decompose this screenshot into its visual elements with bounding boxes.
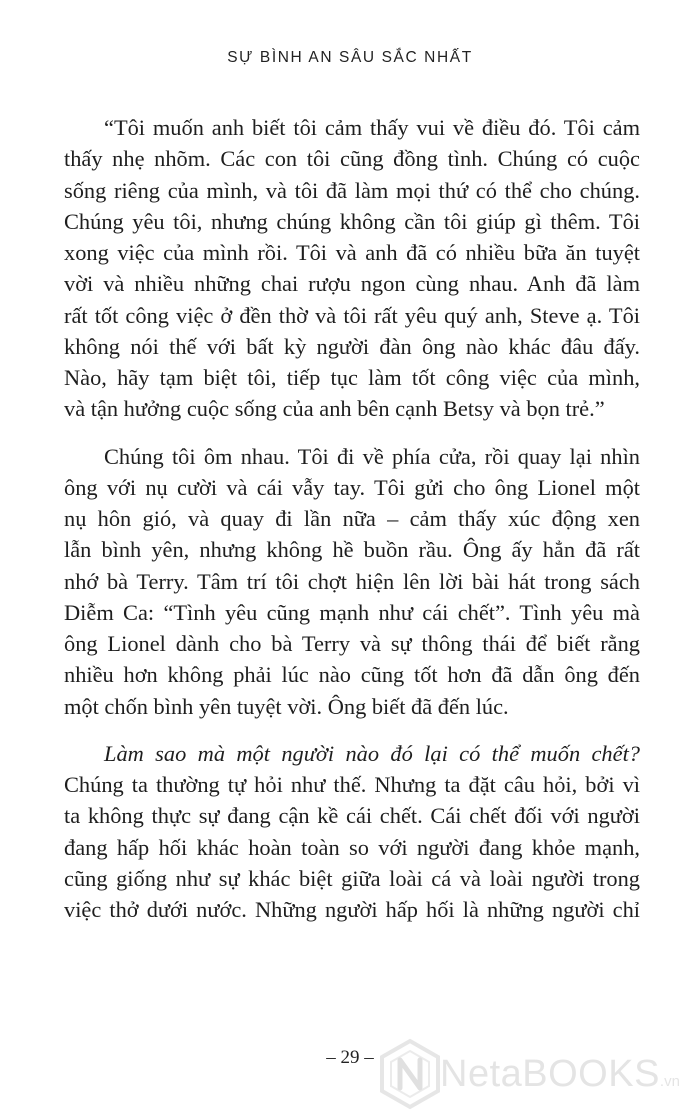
watermark-brand xyxy=(440,1052,680,1104)
body-text xyxy=(64,112,640,941)
watermark-brand-name: NetaBOOKS xyxy=(440,1053,660,1095)
italic-lead-line: Làm sao mà một người nào đó lại có thể muốn chết? xyxy=(104,740,640,766)
text-line: lẫn bình yên, nhưng không hề buồn rầu. Ông ấy hẳn đã rất xyxy=(64,537,640,563)
text-line: thấy nhẹ nhõm. Các con tôi cũng đồng tình. Chúng có cuộc xyxy=(64,146,640,172)
watermark xyxy=(378,1038,696,1110)
text-line: Diễm Ca: “Tình yêu cũng mạnh như cái chết”. Tình yêu mà xyxy=(64,599,640,625)
text-line: Chúng ta thường tự hỏi như thế. Nhưng ta đặt câu hỏi, bởi vì xyxy=(64,772,640,797)
text-line: sống riêng của mình, và tôi đã làm mọi thứ có thể cho chúng. xyxy=(64,177,640,203)
text-line: và tận hưởng cuộc sống của anh bên cạnh Betsy và bọn trẻ.” xyxy=(64,396,605,422)
text-line: Chúng tôi ôm nhau. Tôi đi về phía cửa, rồi quay lại nhìn xyxy=(104,443,640,469)
page-number: – 29 – xyxy=(326,1047,374,1068)
text-line: cũng giống như sự khác biệt giữa loài cá và loài người trong xyxy=(64,865,640,891)
text-line: Nào, hãy tạm biệt tôi, tiếp tục làm tốt công việc của mình, xyxy=(64,365,640,390)
paragraph-1 xyxy=(64,112,640,425)
text-line: nụ hôn gió, và quay đi lần nữa – cảm thấy xúc động xen xyxy=(64,506,640,531)
running-header: SỰ BÌNH AN SÂU SẮC NHẤT xyxy=(227,49,473,66)
text-line: Chúng yêu tôi, nhưng chúng không cần tôi giúp gì thêm. Tôi xyxy=(64,208,640,234)
paragraph-3 xyxy=(64,738,640,926)
text-line: nhiều hơn không phải lúc nào cũng tốt hơn đã dẫn ông đến xyxy=(64,662,640,688)
text-line: đang hấp hối khác hoàn toàn so với người đang khỏe mạnh, xyxy=(64,834,640,860)
text-line: không nói thế với bất kỳ người đàn ông nào khác đâu đấy. xyxy=(64,333,640,359)
paragraph-2 xyxy=(64,441,640,722)
text-line: nhớ bà Terry. Tâm trí tôi chợt hiện lên lời bài hát trong sách xyxy=(64,568,640,594)
text-line: việc thở dưới nước. Những người hấp hối là những người chỉ xyxy=(64,897,640,922)
text-line: ông với nụ cười và cái vẫy tay. Tôi gửi cho ông Lionel một xyxy=(64,474,640,500)
text-line: ta không thực sự đang cận kề cái chết. Cái chết đối với người xyxy=(64,803,640,829)
text-line: ông Lionel dành cho bà Terry và sự thông thái để biết rằng xyxy=(64,631,640,656)
text-line: xong việc của mình rồi. Tôi và anh đã có nhiều bữa ăn tuyệt xyxy=(64,240,640,265)
text-line: rất tốt công việc ở đền thờ và tôi rất yêu quý anh, Steve ạ. Tôi xyxy=(64,302,640,328)
text-line: vời và nhiều những chai rượu ngon cùng nhau. Anh đã làm xyxy=(64,271,640,297)
text-line: một chốn bình yên tuyệt vời. Ông biết đã đến lúc. xyxy=(64,693,509,719)
watermark-brand-suffix: .vn xyxy=(659,1073,680,1090)
text-line: “Tôi muốn anh biết tôi cảm thấy vui về điều đó. Tôi cảm xyxy=(104,115,640,140)
netabooks-logo-icon xyxy=(378,1038,442,1110)
